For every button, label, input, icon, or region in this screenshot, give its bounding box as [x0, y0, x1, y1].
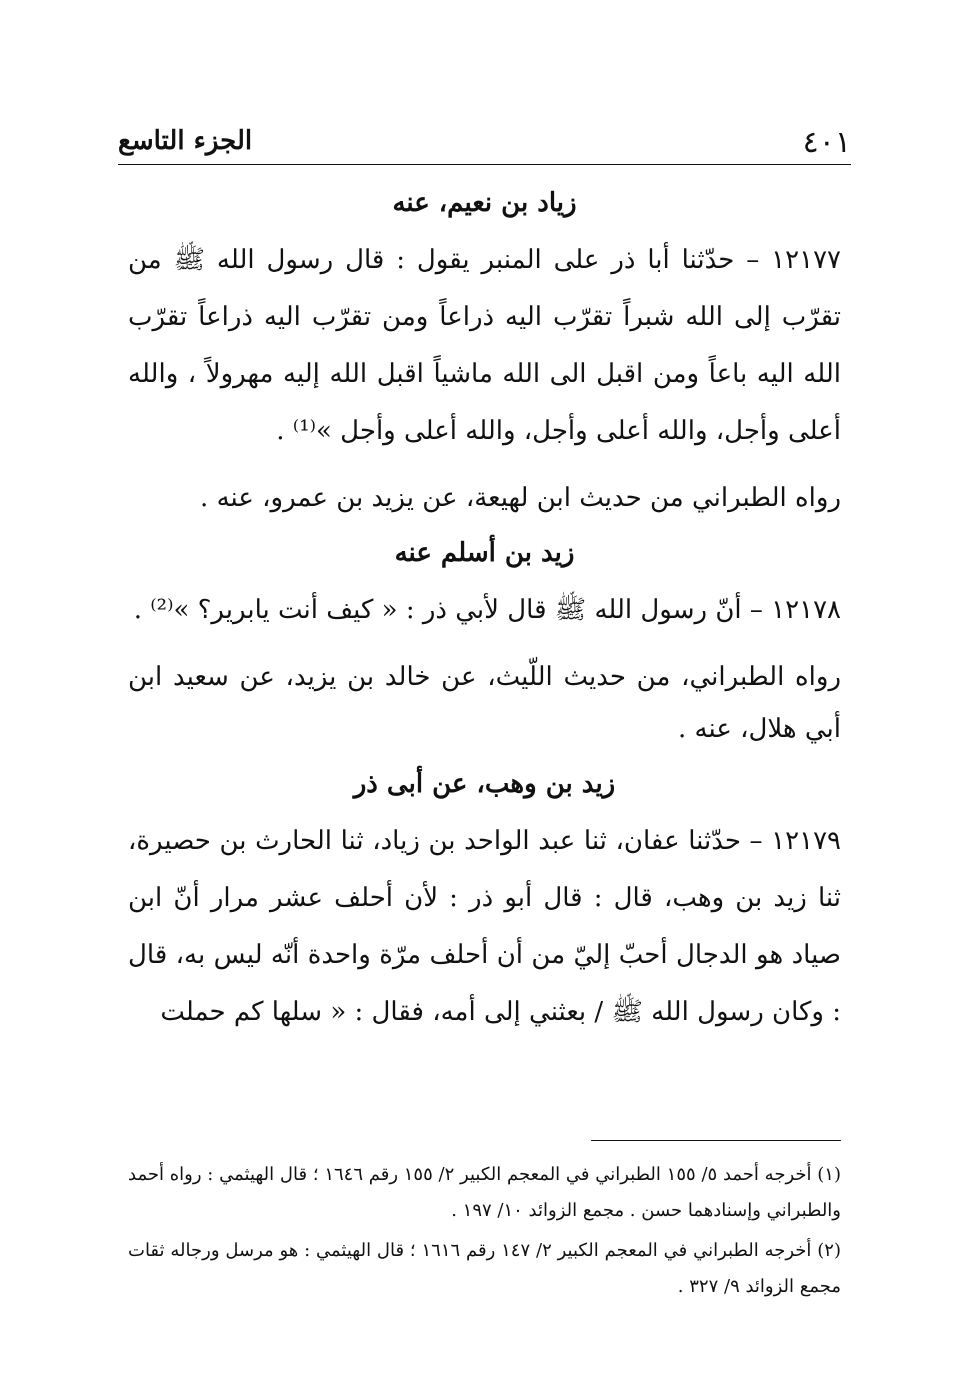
- footnote-divider: [591, 1140, 841, 1141]
- main-text: [128, 180, 841, 1053]
- page-number: ٤٠١: [802, 125, 851, 160]
- hadith-paragraph: ١٢١٧٩ – حدّثنا عفان، ثنا عبد الواحد بن زياد، ثنا الحارث بن حصيرة، ثنا زيد بن وهب، قال : قال أبو ذر : لأن أحلف عشر مرار أنّ ابن صياد هو الدجال أحبّ إليّ من أن أحلف مرّة واحدة أنّه ليس به، قال : وكان رسول الله ﷺ / بعثني إلى أمه، فقال : « سلها كم حملت: [128, 826, 841, 1027]
- running-title: الجزء التاسع: [118, 126, 253, 156]
- footnotes: [128, 1140, 841, 1309]
- narration-note: رواه الطبراني، من حديث اللّيث، عن خالد بن يزيد، عن سعيد ابن أبي هلال، عنه .: [128, 662, 841, 744]
- page-header: [118, 108, 851, 165]
- footnote: (٢) أخرجه الطبراني في المعجم الكبير ٢/ ١٤٧ رقم ١٦١٦ ؛ قال الهيثمي : هو مرسل ورجاله ثقات مجمع الزوائد ٩/ ٣٢٧ .: [128, 1240, 841, 1297]
- section-heading: زيد بن وهب، عن أبى ذر: [353, 769, 616, 799]
- section-heading: زياد بن نعيم، عنه: [392, 188, 577, 218]
- section-heading: زيد بن أسلم عنه: [394, 538, 575, 568]
- narration-note: رواه الطبراني من حديث ابن لهيعة، عن يزيد بن عمرو، عنه .: [200, 483, 841, 513]
- hadith-paragraph: ١٢١٧٧ – حدّثنا أبا ذر على المنبر يقول : قال رسول الله ﷺ من تقرّب إلى الله شبراً تقرّب اليه ذراعاً ومن تقرّب اليه ذراعاً تقرّب الله اليه باعاً ومن اقبل الى الله ماشياً اقبل الله إليه مهرولاً ، والله أعلى وأجل، والله أعلى وأجل، والله أعلى وأجل »⁽¹⁾ .: [128, 245, 841, 446]
- footnote: (١) أخرجه أحمد ٥/ ١٥٥ الطبراني في المعجم الكبير ٢/ ١٥٥ رقم ١٦٤٦ ؛ قال الهيثمي : رواه أحمد والطبراني وإسنادهما حسن . مجمع الزوائد ١٠/ ١٩٧ .: [128, 1164, 841, 1221]
- hadith-paragraph: ١٢١٧٨ – أنّ رسول الله ﷺ قال لأبي ذر : « كيف أنت يابرير؟ »⁽²⁾ .: [133, 595, 841, 625]
